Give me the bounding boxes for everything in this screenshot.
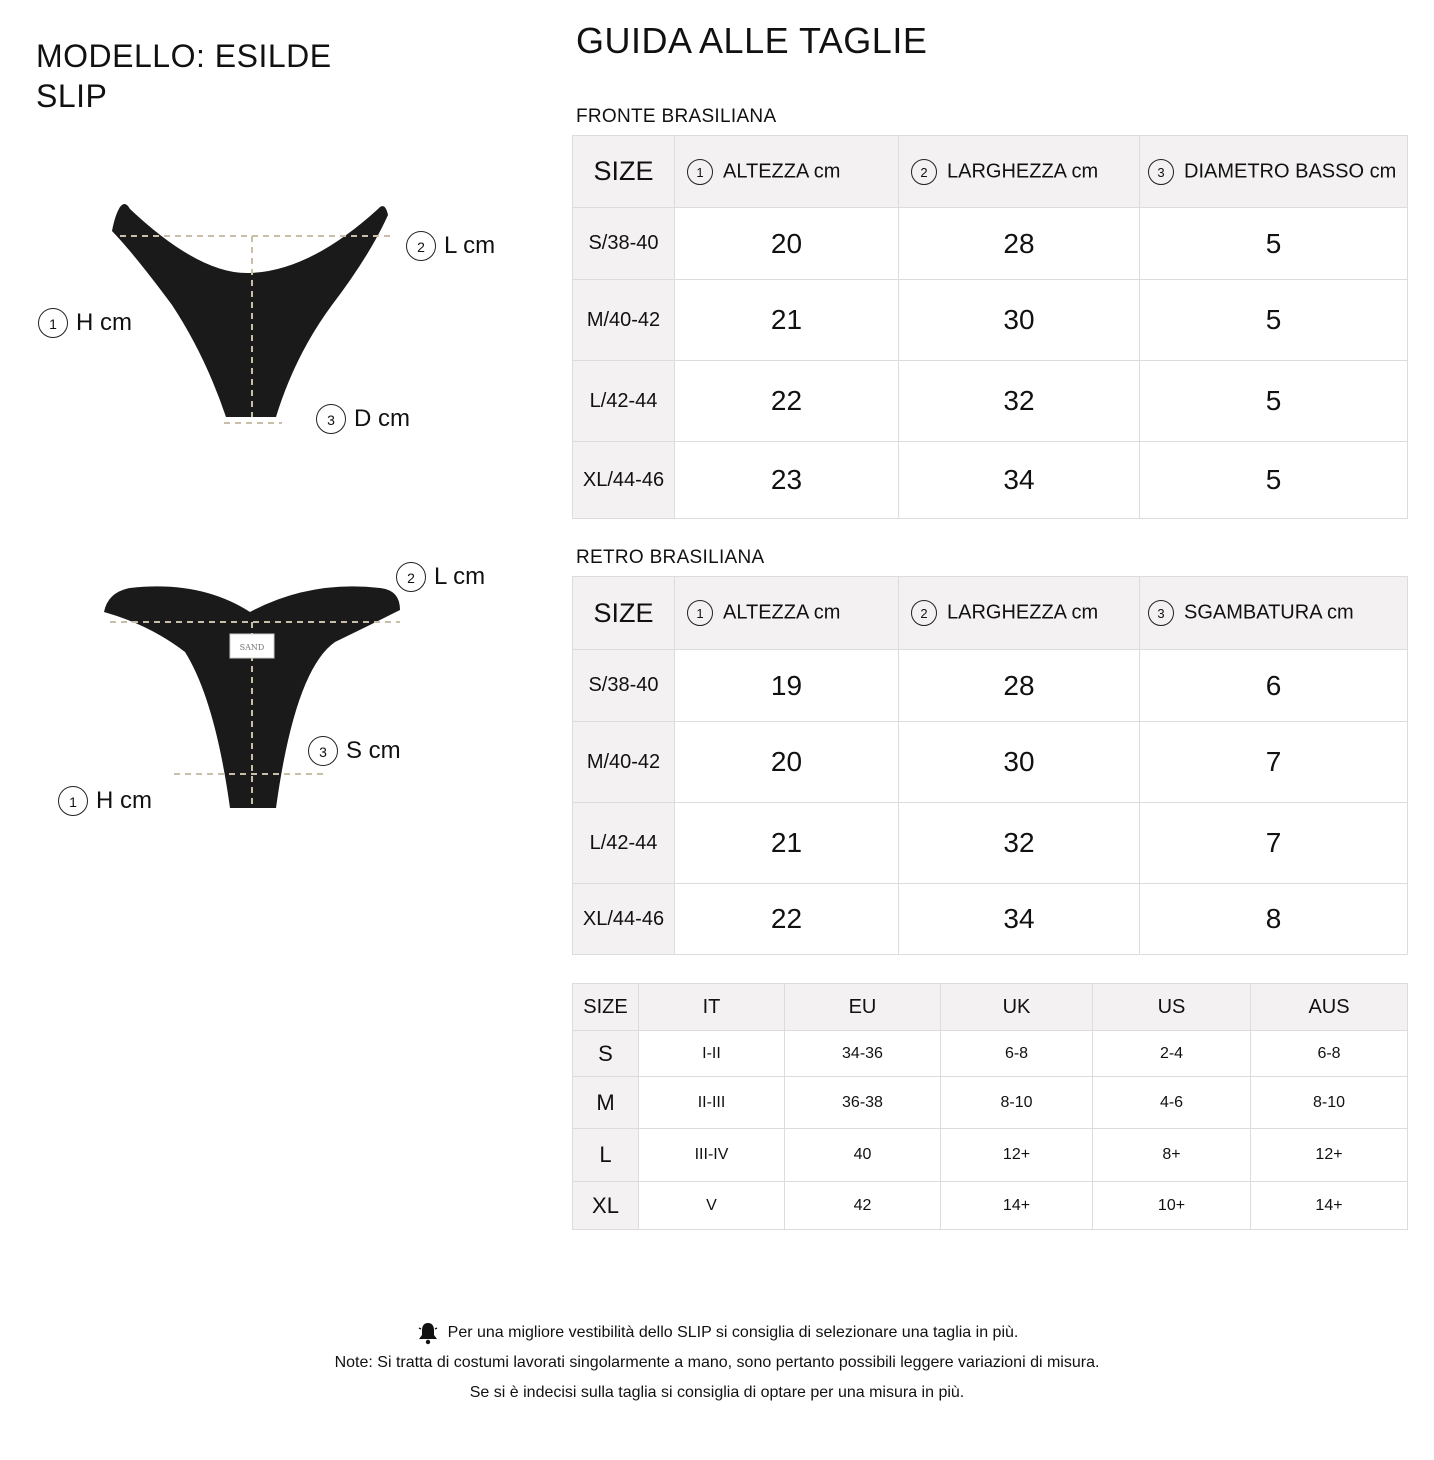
conv-header-us: US	[1093, 984, 1251, 1031]
back-size-table	[572, 576, 1408, 955]
table-header-row	[573, 984, 1408, 1031]
value-cell: II-III	[639, 1077, 785, 1129]
brand-tag: SAND	[239, 643, 265, 652]
back-section-title: RETRO BRASILIANA	[576, 547, 765, 568]
value-cell: 8-10	[941, 1077, 1093, 1129]
value-cell: 5	[1140, 208, 1408, 280]
height-header: 1 ALTEZZA cm	[675, 577, 899, 650]
value-cell: 6-8	[1251, 1031, 1408, 1077]
value-cell: 8	[1140, 884, 1408, 955]
value-cell: 30	[899, 722, 1140, 803]
size-cell: XL	[573, 1182, 639, 1230]
front-size-table	[572, 135, 1408, 519]
value-cell: 36-38	[785, 1077, 941, 1129]
table-header-row	[573, 577, 1408, 650]
back-width-text: L cm	[434, 563, 486, 590]
value-cell: 32	[899, 803, 1140, 884]
conv-header-aus: AUS	[1251, 984, 1408, 1031]
diameter-header: 3 DIAMETRO BASSO cm	[1140, 136, 1408, 208]
size-cell: L/42-44	[573, 803, 675, 884]
table-row	[573, 803, 1408, 884]
front-width-label	[406, 231, 495, 261]
size-cell: XL/44-46	[573, 442, 675, 519]
value-cell: 21	[675, 280, 899, 361]
size-cell: L	[573, 1129, 639, 1182]
table-row	[573, 1129, 1408, 1182]
back-height-label	[58, 786, 152, 816]
table-row	[573, 650, 1408, 722]
back-height-text: H cm	[96, 787, 152, 814]
front-width-text: L cm	[444, 232, 496, 259]
value-cell: 10+	[1093, 1182, 1251, 1230]
table-row	[573, 361, 1408, 442]
back-leg-cut-label	[308, 736, 401, 766]
value-cell: 20	[675, 722, 899, 803]
value-cell: 28	[899, 650, 1140, 722]
size-conversion-table	[572, 983, 1408, 1230]
front-diameter-label	[316, 404, 410, 434]
value-cell: III-IV	[639, 1129, 785, 1182]
table-row	[573, 1182, 1408, 1230]
value-cell: 5	[1140, 280, 1408, 361]
value-cell: 6-8	[941, 1031, 1093, 1077]
back-width-label	[396, 562, 485, 592]
back-height-num: 1	[58, 786, 88, 816]
size-cell: M/40-42	[573, 722, 675, 803]
value-cell: 14+	[1251, 1182, 1408, 1230]
note-label: Note:	[334, 1354, 373, 1371]
size-cell: M/40-42	[573, 280, 675, 361]
value-cell: 12+	[1251, 1129, 1408, 1182]
conv-header-uk: UK	[941, 984, 1093, 1031]
value-cell: 5	[1140, 442, 1408, 519]
front-height-label	[38, 308, 132, 338]
value-cell: V	[639, 1182, 785, 1230]
size-header: SIZE	[573, 136, 675, 208]
value-cell: 20	[675, 208, 899, 280]
value-cell: 42	[785, 1182, 941, 1230]
size-cell: XL/44-46	[573, 884, 675, 955]
tip-text: Per una migliore vestibilità dello SLIP si consiglia di selezionare una taglia in più.	[447, 1324, 1019, 1341]
value-cell: 22	[675, 884, 899, 955]
note-line-2: Se si è indecisi sulla taglia si consiglia di optare per una misura in più.	[469, 1384, 965, 1401]
conv-header-it: IT	[639, 984, 785, 1031]
value-cell: 34	[899, 884, 1140, 955]
value-cell: 4-6	[1093, 1077, 1251, 1129]
size-cell: S/38-40	[573, 208, 675, 280]
front-diameter-text: D cm	[354, 405, 410, 432]
back-leg-cut-num: 3	[308, 736, 338, 766]
value-cell: 2-4	[1093, 1031, 1251, 1077]
bell-icon	[416, 1321, 440, 1345]
guide-title: GUIDA ALLE TAGLIE	[576, 20, 928, 61]
width-header: 2 LARGHEZZA cm	[899, 136, 1140, 208]
height-header: 1 ALTEZZA cm	[675, 136, 899, 208]
value-cell: 6	[1140, 650, 1408, 722]
back-width-num: 2	[396, 562, 426, 592]
leg-cut-header: 3 SGAMBATURA cm	[1140, 577, 1408, 650]
size-cell: S/38-40	[573, 650, 675, 722]
front-height-num: 1	[38, 308, 68, 338]
value-cell: 21	[675, 803, 899, 884]
back-leg-cut-text: S cm	[346, 737, 401, 764]
value-cell: 30	[899, 280, 1140, 361]
value-cell: 12+	[941, 1129, 1093, 1182]
size-cell: M	[573, 1077, 639, 1129]
front-height-text: H cm	[76, 309, 132, 336]
value-cell: 5	[1140, 361, 1408, 442]
conv-header-size: SIZE	[573, 984, 639, 1031]
value-cell: 22	[675, 361, 899, 442]
table-row	[573, 208, 1408, 280]
size-cell: L/42-44	[573, 361, 675, 442]
front-garment-illustration	[100, 195, 400, 435]
value-cell: I-II	[639, 1031, 785, 1077]
width-header: 2 LARGHEZZA cm	[899, 577, 1140, 650]
model-type: SLIP	[36, 78, 108, 114]
table-header-row	[573, 136, 1408, 208]
table-row	[573, 442, 1408, 519]
value-cell: 7	[1140, 803, 1408, 884]
value-cell: 34	[899, 442, 1140, 519]
model-name: MODELLO: ESILDE	[36, 38, 332, 74]
conv-header-eu: EU	[785, 984, 941, 1031]
table-row	[573, 1077, 1408, 1129]
notes-section	[0, 1318, 1434, 1408]
table-row	[573, 722, 1408, 803]
tip-line	[0, 1318, 1434, 1348]
size-cell: S	[573, 1031, 639, 1077]
value-cell: 40	[785, 1129, 941, 1182]
table-row	[573, 884, 1408, 955]
value-cell: 28	[899, 208, 1140, 280]
value-cell: 7	[1140, 722, 1408, 803]
front-section-title: FRONTE BRASILIANA	[576, 106, 777, 127]
value-cell: 34-36	[785, 1031, 941, 1077]
value-cell: 8+	[1093, 1129, 1251, 1182]
value-cell: 23	[675, 442, 899, 519]
back-garment-illustration	[100, 580, 410, 815]
note-line	[0, 1348, 1434, 1378]
value-cell: 14+	[941, 1182, 1093, 1230]
model-title	[36, 36, 332, 116]
value-cell: 19	[675, 650, 899, 722]
note-text: Si tratta di costumi lavorati singolarmente a mano, sono pertanto possibili leggere variazioni di misura.	[377, 1354, 1100, 1371]
value-cell: 32	[899, 361, 1140, 442]
front-diameter-num: 3	[316, 404, 346, 434]
table-row	[573, 280, 1408, 361]
size-header: SIZE	[573, 577, 675, 650]
value-cell: 8-10	[1251, 1077, 1408, 1129]
front-width-num: 2	[406, 231, 436, 261]
table-row	[573, 1031, 1408, 1077]
